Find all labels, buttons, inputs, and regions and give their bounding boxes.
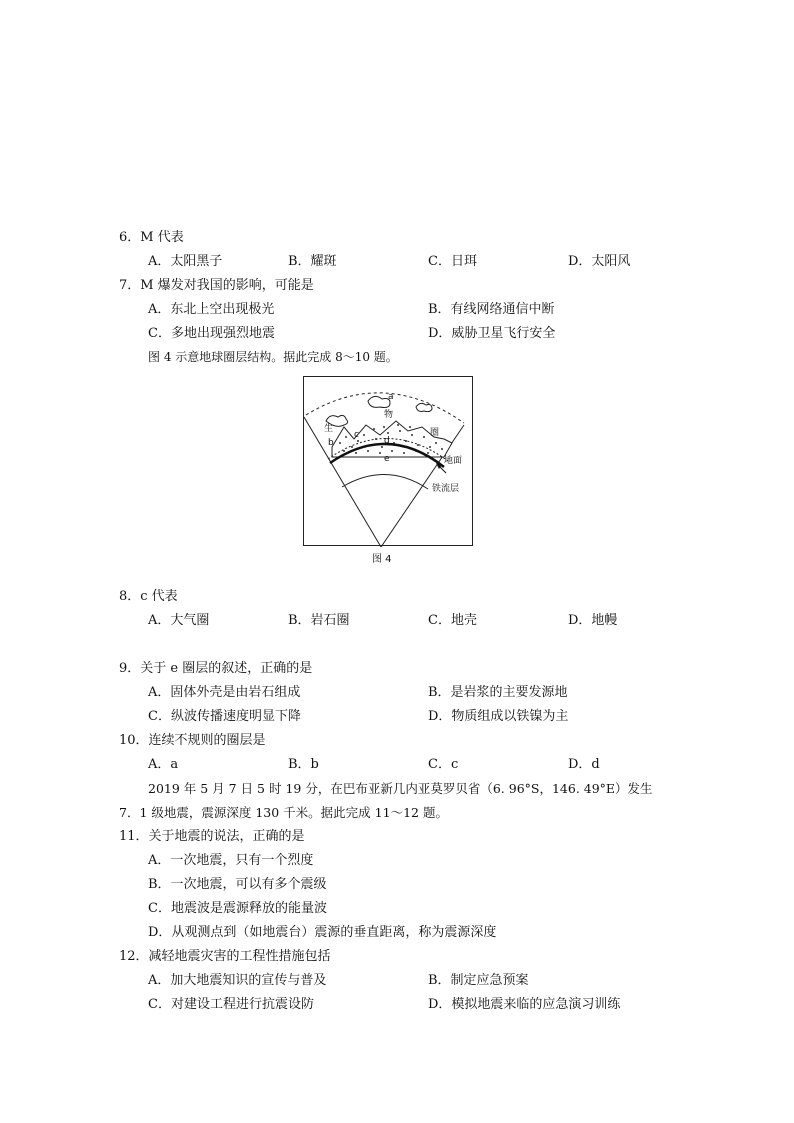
q10-option-a: A．a <box>148 757 179 772</box>
q12-option-a: A．加大地震知识的宣传与普及 <box>148 973 327 988</box>
label-sheng: 生 <box>324 424 334 434</box>
label-dimian: 地面 <box>444 456 463 466</box>
q9-option-a: A．固体外壳是由岩石组成 <box>148 685 301 700</box>
label-d: d <box>384 436 390 446</box>
figure-intro: 图 4 示意地球圈层结构。据此完成 8～10 题。 <box>148 350 398 364</box>
q6-option-c: C．日珥 <box>428 254 477 269</box>
q11-stem: 11．关于地震的说法，正确的是 <box>119 829 305 844</box>
earth-layers-diagram <box>304 377 474 547</box>
q7-option-c: C．多地出现强烈地震 <box>148 326 275 341</box>
q11-option-d: D．从观测点到（如地震台）震源的垂直距离，称为震源深度 <box>148 925 497 940</box>
q12-option-c: C．对建设工程进行抗震设防 <box>148 997 314 1012</box>
q9-option-b: B．是岩浆的主要发源地 <box>428 685 568 700</box>
quake-intro-line1: 2019 年 5 月 7 日 5 时 19 分，在巴布亚新几内亚莫罗贝省（6. 96°S，146. 49°E）发生 <box>148 781 653 796</box>
q11-option-a: A．一次地震，只有一个烈度 <box>148 853 314 868</box>
label-wu: 物 <box>384 410 394 420</box>
label-c: c <box>354 430 359 440</box>
q12-option-d: D．模拟地震来临的应急演习训练 <box>428 997 621 1012</box>
label-a: a <box>388 392 394 402</box>
q8-option-c: C．地壳 <box>428 613 477 628</box>
q11-option-b: B．一次地震，可以有多个震级 <box>148 877 327 892</box>
figure-caption: 图 4 <box>372 554 392 565</box>
q6-option-d: D．太阳风 <box>568 254 631 269</box>
q7-stem: 7．M 爆发对我国的影响，可能是 <box>119 278 314 293</box>
q9-stem: 9．关于 e 圈层的叙述，正确的是 <box>119 661 313 676</box>
q7-option-b: B．有线网络通信中断 <box>428 302 555 317</box>
q10-option-d: D．d <box>568 757 600 772</box>
q10-stem: 10．连续不规则的圈层是 <box>119 733 266 748</box>
q8-option-a: A．大气圈 <box>148 613 210 628</box>
earth-layers-figure <box>303 376 473 546</box>
q7-option-a: A．东北上空出现极光 <box>148 302 275 317</box>
label-e: e <box>384 454 390 464</box>
q8-option-b: B．岩石圈 <box>288 613 350 628</box>
q9-option-d: D．物质组成以铁镍为主 <box>428 709 569 724</box>
quake-intro-line2: 7．1 级地震，震源深度 130 千米。据此完成 11～12 题。 <box>119 805 448 820</box>
label-b: b <box>328 438 334 448</box>
q7-option-d: D．威胁卫星飞行安全 <box>428 326 556 341</box>
q11-option-c: C．地震波是震源释放的能量波 <box>148 901 327 916</box>
q8-option-d: D．地幔 <box>568 613 618 628</box>
q6-option-b: B．耀斑 <box>288 254 337 269</box>
q12-option-b: B．制定应急预案 <box>428 973 529 988</box>
q9-option-c: C．纵波传播速度明显下降 <box>148 709 301 724</box>
q10-option-b: B．b <box>288 757 319 772</box>
q10-option-c: C．c <box>428 757 459 772</box>
q6-stem: 6．M 代表 <box>119 230 184 245</box>
q8-stem: 8．c 代表 <box>119 589 178 604</box>
q6-option-a: A．太阳黑子 <box>148 254 223 269</box>
label-tieliuceng: 铁流层 <box>432 484 460 494</box>
label-quan: 圈 <box>430 428 440 438</box>
q12-stem: 12．减轻地震灾害的工程性措施包括 <box>119 949 331 964</box>
